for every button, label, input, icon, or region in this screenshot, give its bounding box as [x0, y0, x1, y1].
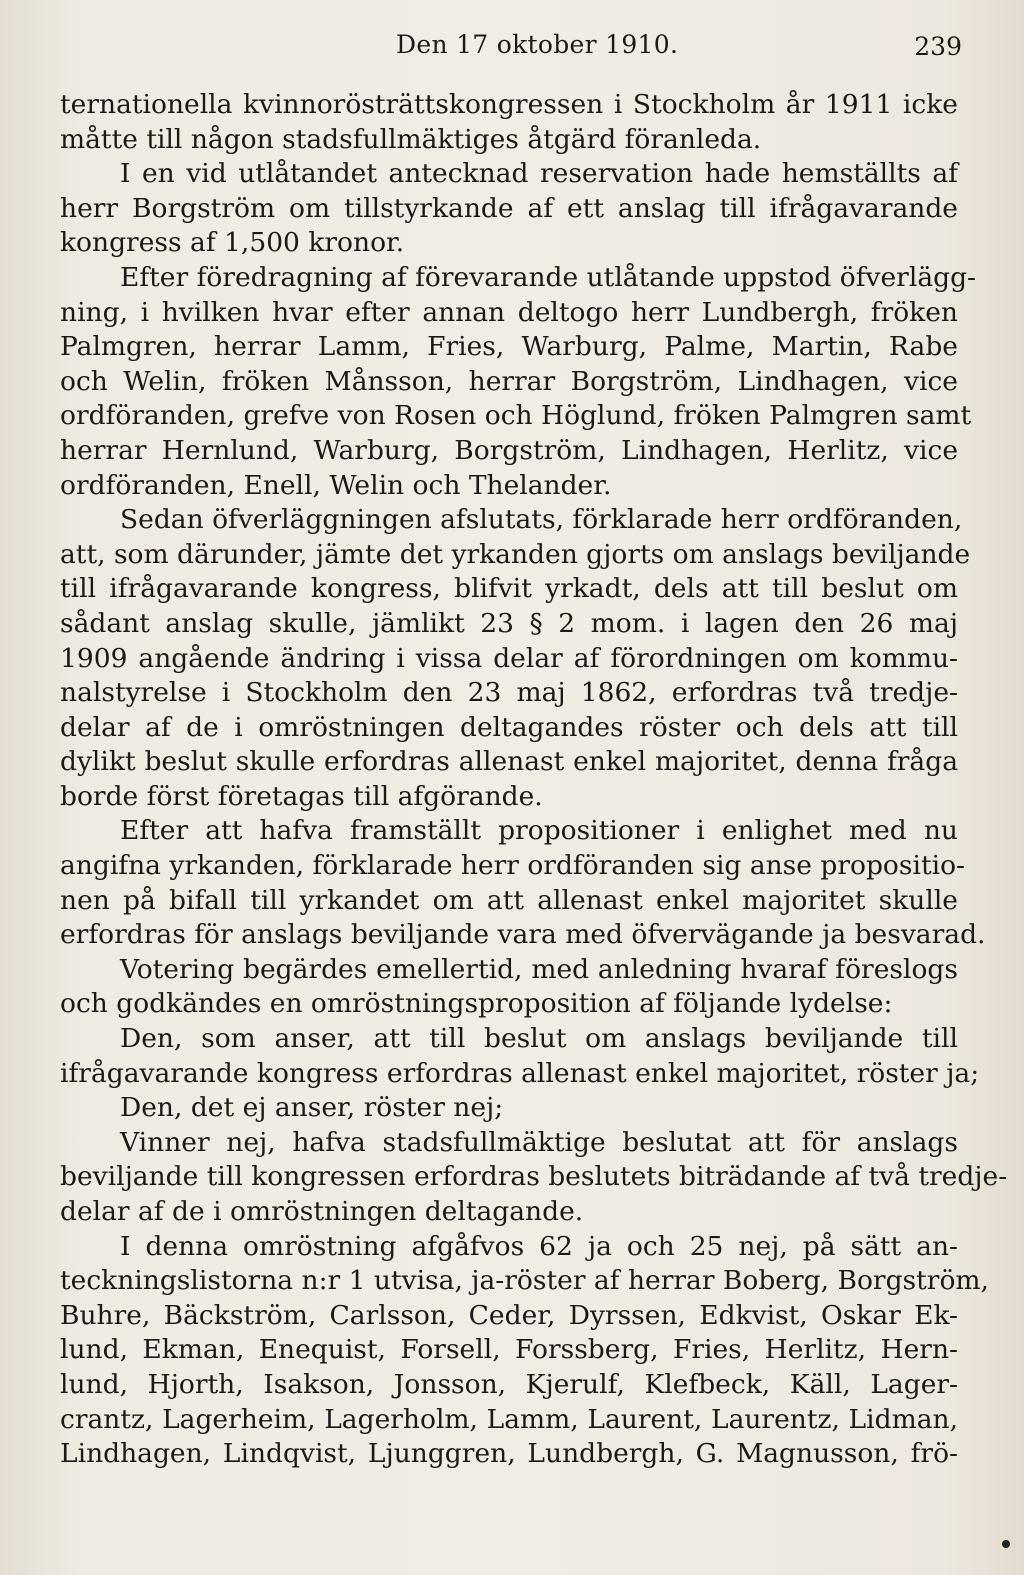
- text-line: till ifrågavarande kongress, blifvit yrkadt, dels att till beslut om: [60, 573, 958, 605]
- text-line: Lindhagen, Lindqvist, Ljunggren, Lundbergh, G. Magnusson, frö-: [60, 1438, 958, 1470]
- text-line: kongress af 1,500 kronor.: [60, 227, 405, 259]
- text-line: ternationella kvinnorösträttskongressen i Stockholm år 1911 icke: [60, 89, 958, 120]
- text-line: nen på bifall till yrkandet om att allenast enkel majoritet skulle: [60, 884, 958, 916]
- text-line: I denna omröstning afgåfvos 62 ja och 25 nej, på sätt an-: [120, 1230, 958, 1262]
- text-line: herrar Hernlund, Warburg, Borgström, Lindhagen, Herlitz, vice: [60, 434, 958, 466]
- text-line: och Welin, fröken Månsson, herrar Borgström, Lindhagen, vice: [60, 365, 958, 397]
- margin-dot: [1002, 1540, 1010, 1548]
- text-line: Den, det ej anser, röster nej;: [120, 1092, 504, 1124]
- text-line: teckningslistorna n:r 1 utvisa, ja-röster af herrar Boberg, Borgström,: [60, 1265, 989, 1297]
- text-line: Sedan öfverläggningen afslutats, förklarade herr ordföranden,: [120, 504, 963, 536]
- text-line: crantz, Lagerheim, Lagerholm, Lamm, Laurent, Laurentz, Lidman,: [60, 1403, 958, 1435]
- text-line: herr Borgström om tillstyrkande af ett anslag till ifrågavarande: [60, 192, 958, 224]
- text-line: Votering begärdes emellertid, med anledning hvaraf föreslogs: [120, 953, 958, 985]
- text-line: nalstyrelse i Stockholm den 23 maj 1862, erfordras två tredje-: [60, 677, 958, 709]
- text-line: lund, Ekman, Enequist, Forsell, Forssberg, Fries, Herlitz, Hern-: [60, 1334, 958, 1366]
- text-line: ning, i hvilken hvar efter annan deltogo herr Lundbergh, fröken: [60, 296, 958, 328]
- text-line: Palmgren, herrar Lamm, Fries, Warburg, Palme, Martin, Rabe: [60, 331, 958, 363]
- text-line: angifna yrkanden, förklarade herr ordföranden sig anse propositio-: [60, 850, 965, 882]
- text-line: Buhre, Bäckström, Carlsson, Ceder, Dyrssen, Edkvist, Oskar Ek-: [60, 1299, 958, 1331]
- text-line: och godkändes en omröstningsproposition af följande lydelse:: [60, 988, 893, 1020]
- text-line: erfordras för anslags beviljande vara med öfvervägande ja besvarad.: [60, 919, 986, 951]
- text-line: dylikt beslut skulle erfordras allenast enkel majoritet, denna fråga: [60, 746, 958, 778]
- page-number: 239: [914, 32, 962, 61]
- text-line: Den, som anser, att till beslut om anslags beviljande till: [120, 1023, 958, 1055]
- text-line: Efter att hafva framställt propositioner i enlighet med nu: [120, 815, 958, 847]
- text-line: delar af de i omröstningen deltagandes röster och dels att till: [60, 711, 958, 743]
- running-title: Den 17 oktober 1910.: [396, 30, 679, 59]
- text-line: borde först företagas till afgörande.: [60, 780, 543, 812]
- text-line: sådant anslag skulle, jämlikt 23 § 2 mom. i lagen den 26 maj: [60, 607, 958, 639]
- text-line: ordföranden, Enell, Welin och Thelander.: [60, 469, 612, 501]
- body-text: [60, 88, 1008, 1472]
- text-line: Vinner nej, hafva stadsfullmäktige beslutat att för anslags: [120, 1126, 958, 1158]
- text-line: beviljande till kongressen erfordras beslutets biträdande af två tredje-: [60, 1161, 1008, 1193]
- text-line: 1909 angående ändring i vissa delar af förordningen om kommu-: [60, 642, 958, 674]
- text-line: lund, Hjorth, Isakson, Jonsson, Kjerulf, Klefbeck, Käll, Lager-: [60, 1368, 958, 1400]
- text-line: att, som därunder, jämte det yrkanden gjorts om anslags beviljande: [60, 538, 971, 570]
- page-header: [0, 22, 1024, 62]
- text-line: ordföranden, grefve von Rosen och Höglund, fröken Palmgren samt: [60, 400, 972, 432]
- text-line: ifrågavarande kongress erfordras allenast enkel majoritet, röster ja;: [60, 1057, 980, 1089]
- text-line: I en vid utlåtandet antecknad reservation hade hemställts af: [120, 158, 958, 190]
- text-line: delar af de i omröstningen deltagande.: [60, 1196, 584, 1227]
- text-line: måtte till någon stadsfullmäktiges åtgärd föranleda.: [60, 123, 762, 155]
- text-line: Efter föredragning af förevarande utlåtande uppstod öfverlägg-: [120, 261, 976, 293]
